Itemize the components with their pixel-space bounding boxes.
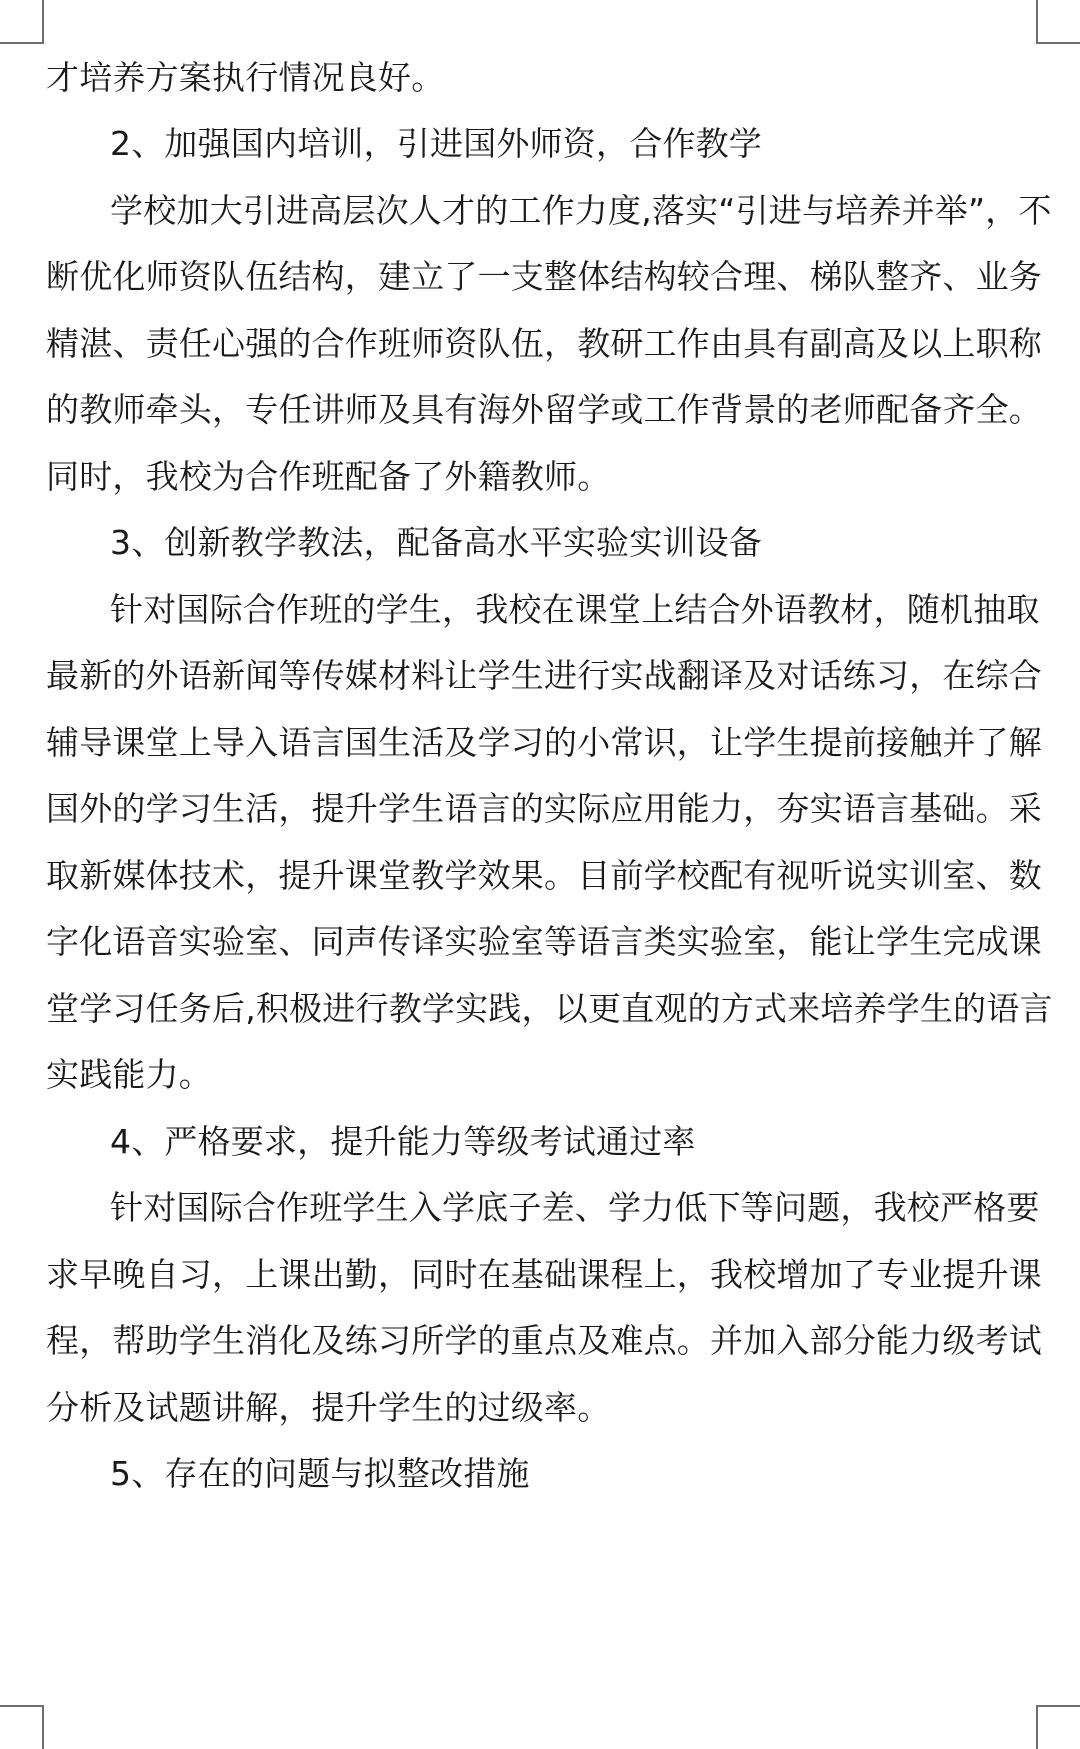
text-line: 学校加大引进高层次人才的工作力度,落实“引进与培养并举”，不 xyxy=(110,191,1052,230)
text-line: 针对国际合作班的学生，我校在课堂上结合外语教材，随机抽取 xyxy=(110,590,1040,629)
text-line: 堂学习任务后,积极进行教学实践，以更直观的方式来培养学生的语言 xyxy=(46,989,1053,1028)
text-line: 最新的外语新闻等传媒材料让学生进行实战翻译及对话练习，在综合 xyxy=(46,656,1042,695)
text-line: 精湛、责任心强的合作班师资队伍，教研工作由具有副高及以上职称 xyxy=(46,324,1042,363)
text-line: 取新媒体技术，提升课堂教学效果。目前学校配有视听说实训室、数 xyxy=(46,856,1042,895)
crop-mark-top-right xyxy=(1036,0,1080,44)
text-line: 断优化师资队伍结构，建立了一支整体结构较合理、梯队整齐、业务 xyxy=(46,257,1042,296)
text-line: 字化语音实验室、同声传译实验室等语言类实验室，能让学生完成课 xyxy=(46,922,1042,961)
text-line: 求早晚自习，上课出勤，同时在基础课程上，我校增加了专业提升课 xyxy=(46,1255,1042,1294)
section-heading: 3、创新教学教法，配备高水平实验实训设备 xyxy=(110,523,762,562)
section-heading: 4、严格要求，提升能力等级考试通过率 xyxy=(110,1122,696,1161)
text-line: 程，帮助学生消化及练习所学的重点及难点。并加入部分能力级考试 xyxy=(46,1321,1042,1360)
text-line: 才培养方案执行情况良好。 xyxy=(46,58,445,97)
crop-mark-top-left xyxy=(0,0,44,44)
crop-mark-bottom-right xyxy=(1036,1705,1080,1749)
text-line: 同时，我校为合作班配备了外籍教师。 xyxy=(46,457,611,496)
text-line: 分析及试题讲解，提升学生的过级率。 xyxy=(46,1388,611,1427)
text-line: 针对国际合作班学生入学底子差、学力低下等问题，我校严格要 xyxy=(110,1188,1040,1227)
text-line: 辅导课堂上导入语言国生活及学习的小常识，让学生提前接触并了解 xyxy=(46,723,1042,762)
text-line: 的教师牵头，专任讲师及具有海外留学或工作背景的老师配备齐全。 xyxy=(46,390,1042,429)
crop-mark-bottom-left xyxy=(0,1705,44,1749)
text-line: 国外的学习生活，提升学生语言的实际应用能力，夯实语言基础。采 xyxy=(46,789,1042,828)
section-heading: 2、加强国内培训，引进国外师资，合作教学 xyxy=(110,124,762,163)
text-line: 实践能力。 xyxy=(46,1055,212,1094)
section-heading: 5、存在的问题与拟整改措施 xyxy=(110,1454,530,1493)
